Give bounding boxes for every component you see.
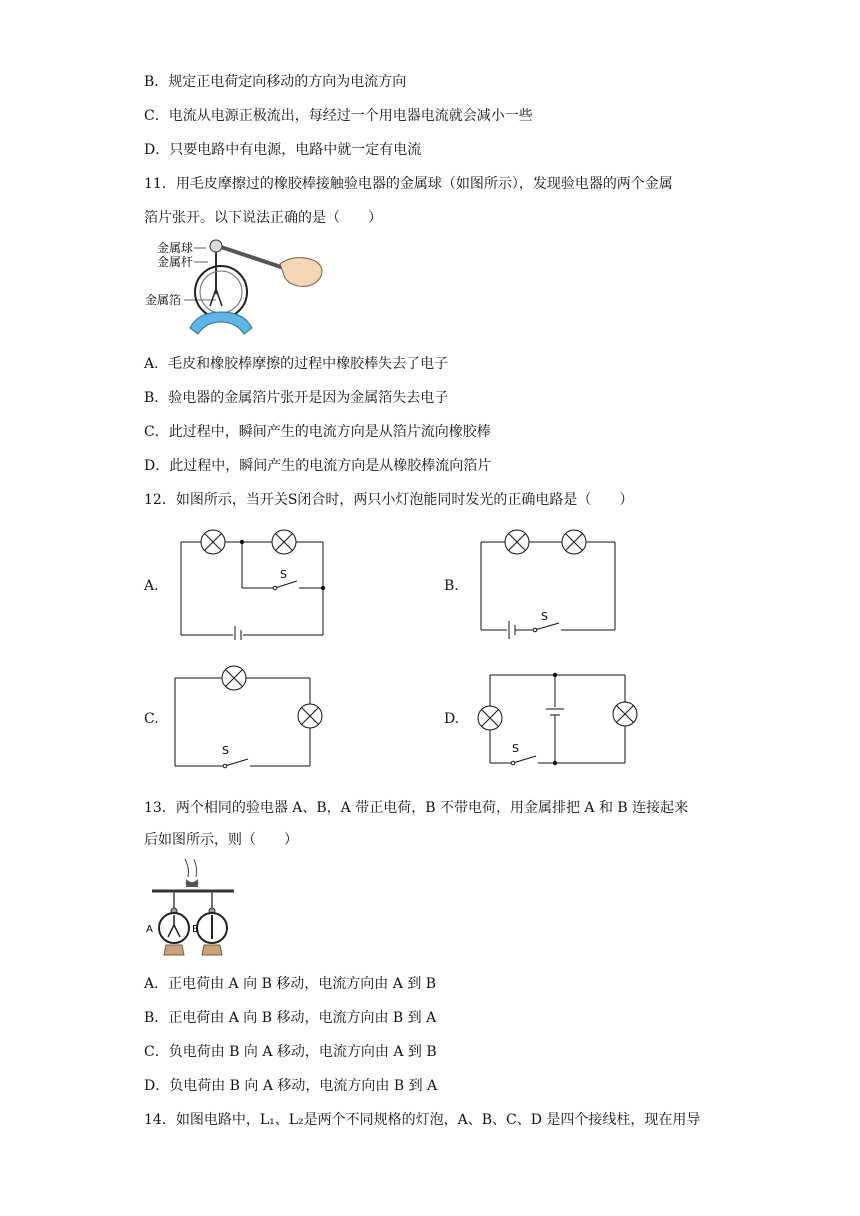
circuit-c-label: C. — [144, 711, 159, 727]
electroscope-a-label: A — [146, 924, 153, 935]
circuit-a-label: A. — [144, 578, 159, 594]
switch-label: S — [512, 742, 519, 755]
lamp-icon — [272, 530, 296, 554]
lamp-icon — [201, 530, 225, 554]
q10-option-d: D．只要电路中有电源，电路中就一定有电流 — [144, 142, 422, 158]
lamp-icon — [222, 666, 246, 690]
q13-stem-line2: 后如图所示，则（ ） — [144, 832, 298, 848]
switch-label: S — [280, 568, 287, 581]
lamp-icon — [478, 706, 502, 730]
q11-stem-line1: 11．用毛皮摩擦过的橡胶棒接触验电器的金属球（如图所示），发现验电器的两个金属 — [144, 176, 673, 192]
circuit-d-label: D. — [444, 711, 460, 727]
q10-option-b: B．规定正电荷定向移动的方向为电流方向 — [144, 74, 407, 90]
q11-option-b: B．验电器的金属箔片张开是因为金属箔失去电子 — [144, 390, 449, 406]
q13-option-c: C．负电荷由 B 向 A 移动，电流方向由 A 到 B — [144, 1044, 437, 1060]
q11-option-d: D．此过程中，瞬间产生的电流方向是从橡胶棒流向箔片 — [144, 458, 492, 474]
q11-option-c: C．此过程中，瞬间产生的电流方向是从箔片流向橡胶棒 — [144, 424, 491, 440]
q14-stem-line1: 14．如图电路中，L₁、L₂是两个不同规格的灯泡，A、B、C、D 是四个接线柱，现在用导 — [144, 1112, 701, 1128]
electroscope-b-label: B — [192, 924, 199, 935]
q11-stem-line2: 箔片张开。以下说法正确的是（ ） — [144, 210, 382, 226]
label-metal-foil: 金属箔 — [145, 293, 182, 307]
q13-option-d: D．负电荷由 B 向 A 移动，电流方向由 B 到 A — [144, 1078, 438, 1094]
q10-option-c: C．电流从电源正极流出，每经过一个用电器电流就会减小一些 — [144, 108, 533, 124]
switch-label: S — [222, 744, 229, 757]
lamp-icon — [298, 704, 322, 728]
label-metal-ball: 金属球 — [157, 241, 194, 255]
circuit-d — [470, 665, 640, 775]
electroscope-figure — [140, 234, 330, 344]
q13-stem-line1: 13．两个相同的验电器 A、B，A 带正电荷，B 不带电荷，用金属排把 A 和 B 连接起来 — [144, 800, 689, 816]
q13-option-a: A．正电荷由 A 向 B 移动，电流方向由 A 到 B — [144, 976, 437, 992]
circuit-b-label: B. — [444, 578, 459, 594]
q12-stem: 12．如图所示，当开关S闭合时，两只小灯泡能同时发光的正确电路是（ ） — [144, 492, 634, 508]
label-metal-rod: 金属杆 — [157, 255, 194, 269]
lamp-icon — [562, 530, 586, 554]
lamp-icon — [613, 702, 637, 726]
q11-option-a: A．毛皮和橡胶棒摩擦的过程中橡胶棒失去了电子 — [144, 356, 449, 372]
switch-label: S — [541, 610, 548, 623]
two-electroscopes-figure — [140, 855, 240, 965]
q13-option-b: B．正电荷由 A 向 B 移动，电流方向由 B 到 A — [144, 1010, 437, 1026]
circuit-a — [175, 525, 335, 640]
circuit-c — [170, 660, 330, 775]
circuit-b — [475, 525, 625, 640]
lamp-icon — [505, 530, 529, 554]
